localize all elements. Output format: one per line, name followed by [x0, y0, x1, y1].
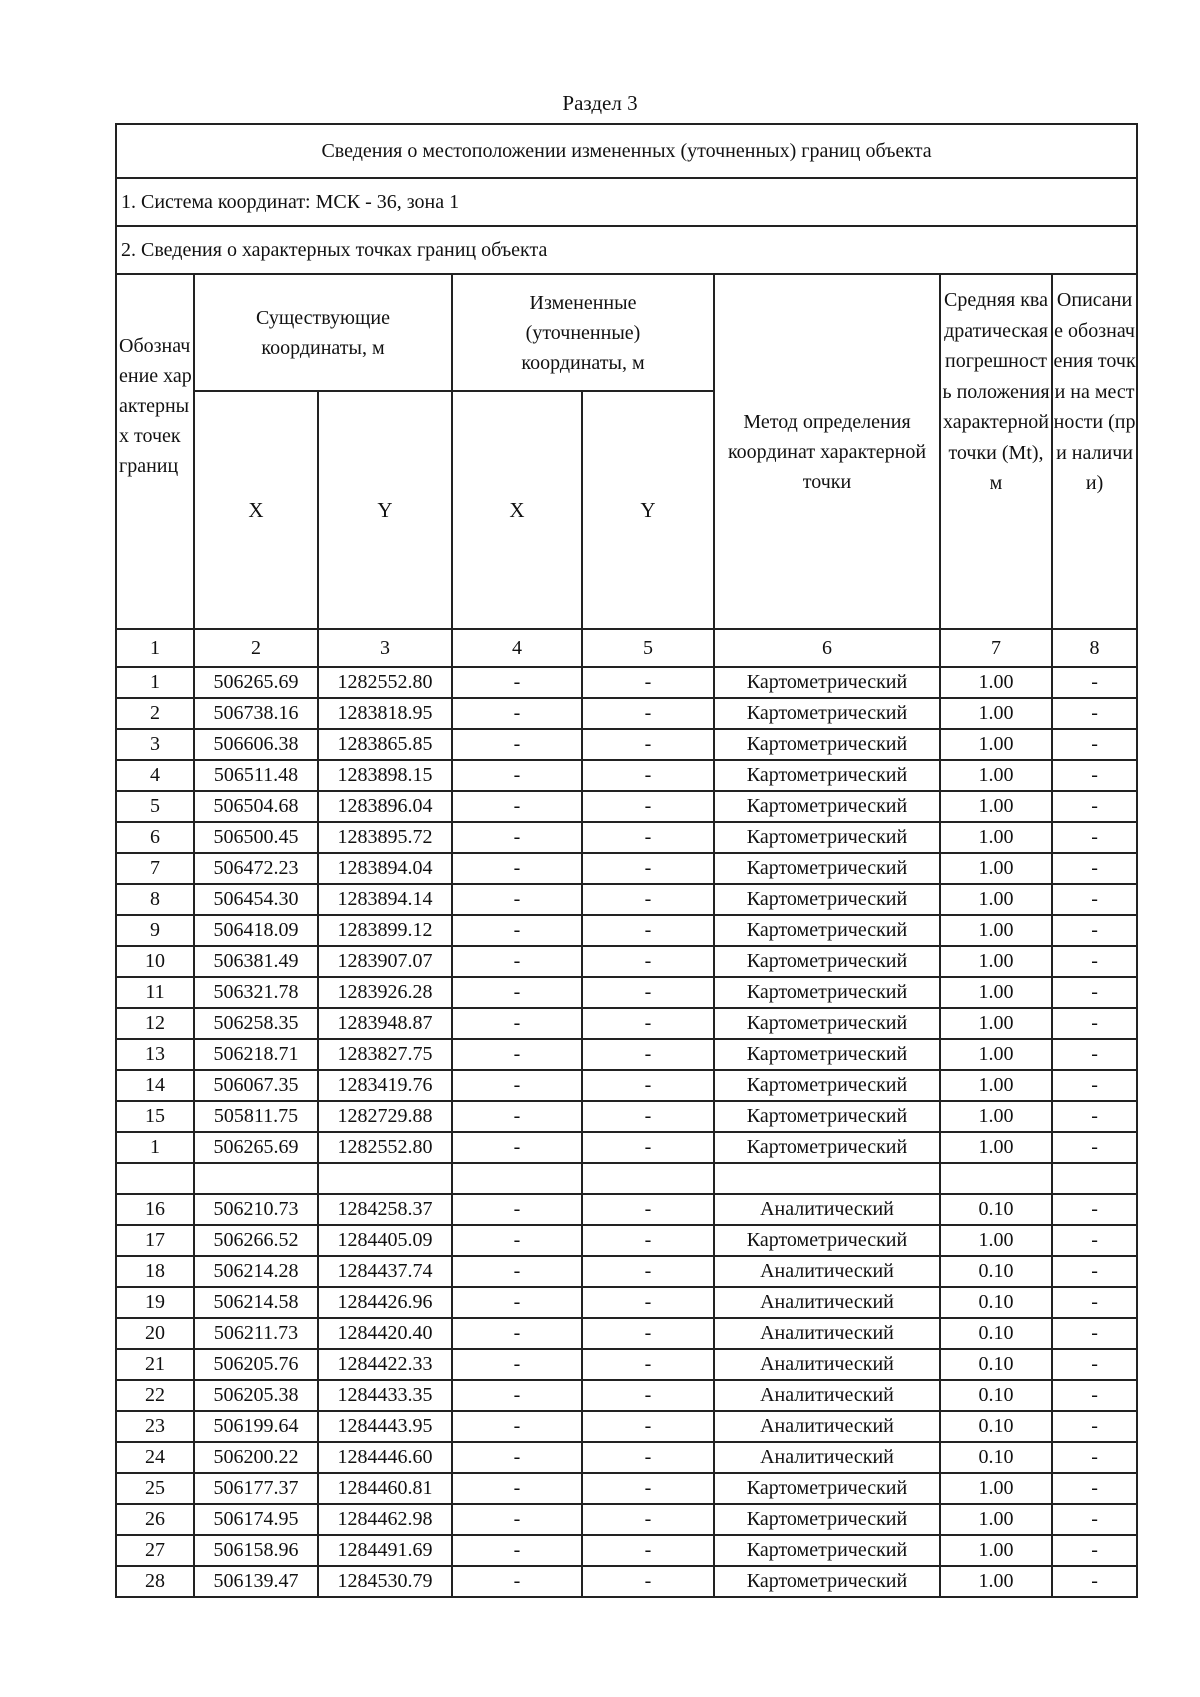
cell-description: -	[1052, 853, 1137, 884]
cell-y-existing: 1283896.04	[318, 791, 452, 822]
cell-empty	[116, 1163, 194, 1194]
cell-y-existing: 1283898.15	[318, 760, 452, 791]
cell-point-id: 2	[116, 698, 194, 729]
header-changed-coords: Измененные (уточненные) координаты, м	[452, 274, 714, 391]
cell-empty	[452, 1163, 582, 1194]
cell-y-changed: -	[582, 1349, 714, 1380]
cell-x-changed: -	[452, 1101, 582, 1132]
cell-empty	[194, 1163, 318, 1194]
cell-description: -	[1052, 1380, 1137, 1411]
cell-y-existing: 1284460.81	[318, 1473, 452, 1504]
cell-x-changed: -	[452, 1504, 582, 1535]
cell-x-changed: -	[452, 760, 582, 791]
cell-y-existing: 1282552.80	[318, 667, 452, 698]
cell-method: Картометрический	[714, 853, 940, 884]
table-row	[116, 977, 1137, 1008]
cell-method: Аналитический	[714, 1256, 940, 1287]
cell-x-existing: 506211.73	[194, 1318, 318, 1349]
cell-method: Картометрический	[714, 1504, 940, 1535]
cell-x-changed: -	[452, 1473, 582, 1504]
cell-x-changed: -	[452, 1039, 582, 1070]
cell-mt: 1.00	[940, 1039, 1052, 1070]
cell-point-id: 20	[116, 1318, 194, 1349]
cell-description: -	[1052, 822, 1137, 853]
cell-description: -	[1052, 1070, 1137, 1101]
cell-x-existing: 506177.37	[194, 1473, 318, 1504]
cell-mt: 0.10	[940, 1380, 1052, 1411]
cell-y-existing: 1284405.09	[318, 1225, 452, 1256]
table-row	[116, 1380, 1137, 1411]
cell-method: Картометрический	[714, 1473, 940, 1504]
cell-method: Аналитический	[714, 1380, 940, 1411]
cell-point-id: 23	[116, 1411, 194, 1442]
cell-method: Картометрический	[714, 698, 940, 729]
cell-description: -	[1052, 1504, 1137, 1535]
cell-x-existing: 506266.52	[194, 1225, 318, 1256]
cell-method: Картометрический	[714, 884, 940, 915]
cell-method: Аналитический	[714, 1442, 940, 1473]
cell-y-changed: -	[582, 1442, 714, 1473]
cell-description: -	[1052, 1318, 1137, 1349]
cell-y-existing: 1284491.69	[318, 1535, 452, 1566]
table-row	[116, 1318, 1137, 1349]
cell-method: Картометрический	[714, 791, 940, 822]
cell-mt: 1.00	[940, 791, 1052, 822]
cell-point-id: 14	[116, 1070, 194, 1101]
cell-x-existing: 506321.78	[194, 977, 318, 1008]
cell-x-existing: 506174.95	[194, 1504, 318, 1535]
cell-mt: 0.10	[940, 1256, 1052, 1287]
cell-x-changed: -	[452, 884, 582, 915]
cell-point-id: 18	[116, 1256, 194, 1287]
cell-x-changed: -	[452, 946, 582, 977]
cell-point-id: 3	[116, 729, 194, 760]
cell-x-existing: 506504.68	[194, 791, 318, 822]
column-number: 1	[116, 629, 194, 667]
cell-y-changed: -	[582, 1473, 714, 1504]
cell-method: Аналитический	[714, 1318, 940, 1349]
header-description: Описание обозначения точки на местности (при наличии)	[1052, 274, 1137, 629]
cell-x-changed: -	[452, 1132, 582, 1163]
cell-empty	[582, 1163, 714, 1194]
cell-method: Картометрический	[714, 1039, 940, 1070]
column-number-row	[116, 629, 1137, 667]
cell-x-changed: -	[452, 1442, 582, 1473]
table-row	[116, 884, 1137, 915]
cell-x-existing: 506158.96	[194, 1535, 318, 1566]
cell-x-changed: -	[452, 1318, 582, 1349]
cell-description: -	[1052, 1535, 1137, 1566]
table-row	[116, 1535, 1137, 1566]
table-row	[116, 1039, 1137, 1070]
cell-y-existing: 1283865.85	[318, 729, 452, 760]
cell-y-existing: 1284433.35	[318, 1380, 452, 1411]
cell-description: -	[1052, 698, 1137, 729]
table-row	[116, 698, 1137, 729]
cell-x-existing: 506738.16	[194, 698, 318, 729]
cell-description: -	[1052, 760, 1137, 791]
cell-point-id: 19	[116, 1287, 194, 1318]
cell-point-id: 26	[116, 1504, 194, 1535]
cell-x-existing: 506200.22	[194, 1442, 318, 1473]
table-row	[116, 1194, 1137, 1225]
cell-description: -	[1052, 977, 1137, 1008]
cell-point-id: 27	[116, 1535, 194, 1566]
header-x-existing: X	[194, 391, 318, 629]
cell-x-existing: 506606.38	[194, 729, 318, 760]
cell-mt: 1.00	[940, 1535, 1052, 1566]
cell-x-existing: 506205.76	[194, 1349, 318, 1380]
cell-x-changed: -	[452, 1194, 582, 1225]
cell-y-existing: 1284443.95	[318, 1411, 452, 1442]
cell-mt: 1.00	[940, 1566, 1052, 1597]
cell-y-existing: 1284446.60	[318, 1442, 452, 1473]
cell-description: -	[1052, 729, 1137, 760]
cell-point-id: 25	[116, 1473, 194, 1504]
cell-description: -	[1052, 915, 1137, 946]
table-row	[116, 946, 1137, 977]
cell-method: Картометрический	[714, 760, 940, 791]
cell-mt: 1.00	[940, 698, 1052, 729]
cell-method: Аналитический	[714, 1349, 940, 1380]
table-row	[116, 1411, 1137, 1442]
cell-mt: 0.10	[940, 1411, 1052, 1442]
cell-x-existing: 506139.47	[194, 1566, 318, 1597]
points-info: 2. Сведения о характерных точках границ объекта	[116, 226, 1137, 274]
cell-x-changed: -	[452, 1566, 582, 1597]
table-row	[116, 1442, 1137, 1473]
cell-x-existing: 506218.71	[194, 1039, 318, 1070]
cell-x-changed: -	[452, 915, 582, 946]
table-row	[116, 1132, 1137, 1163]
cell-y-existing: 1284437.74	[318, 1256, 452, 1287]
cell-y-changed: -	[582, 822, 714, 853]
cell-method: Аналитический	[714, 1411, 940, 1442]
cell-y-changed: -	[582, 946, 714, 977]
cell-mt: 0.10	[940, 1349, 1052, 1380]
cell-point-id: 8	[116, 884, 194, 915]
cell-x-existing: 506210.73	[194, 1194, 318, 1225]
cell-y-changed: -	[582, 1287, 714, 1318]
cell-point-id: 1	[116, 667, 194, 698]
cell-x-changed: -	[452, 1287, 582, 1318]
cell-y-existing: 1284530.79	[318, 1566, 452, 1597]
cell-x-changed: -	[452, 667, 582, 698]
cell-description: -	[1052, 1039, 1137, 1070]
cell-y-existing: 1282729.88	[318, 1101, 452, 1132]
cell-x-existing: 506265.69	[194, 1132, 318, 1163]
cell-method: Картометрический	[714, 915, 940, 946]
cell-y-existing: 1283894.14	[318, 884, 452, 915]
cell-point-id: 22	[116, 1380, 194, 1411]
cell-y-changed: -	[582, 760, 714, 791]
cell-x-existing: 506381.49	[194, 946, 318, 977]
cell-x-existing: 506258.35	[194, 1008, 318, 1039]
cell-y-existing: 1284462.98	[318, 1504, 452, 1535]
cell-y-changed: -	[582, 1101, 714, 1132]
cell-mt: 1.00	[940, 822, 1052, 853]
cell-x-existing: 506067.35	[194, 1070, 318, 1101]
cell-y-existing: 1284420.40	[318, 1318, 452, 1349]
cell-point-id: 16	[116, 1194, 194, 1225]
cell-point-id: 6	[116, 822, 194, 853]
cell-empty	[318, 1163, 452, 1194]
cell-y-changed: -	[582, 1535, 714, 1566]
cell-y-existing: 1282552.80	[318, 1132, 452, 1163]
table-row	[116, 1566, 1137, 1597]
cell-mt: 0.10	[940, 1287, 1052, 1318]
cell-description: -	[1052, 1008, 1137, 1039]
table-row	[116, 1256, 1137, 1287]
cell-description: -	[1052, 1287, 1137, 1318]
cell-y-existing: 1283895.72	[318, 822, 452, 853]
cell-point-id: 4	[116, 760, 194, 791]
section-title: Раздел 3	[562, 91, 638, 115]
cell-x-existing: 506500.45	[194, 822, 318, 853]
cell-x-existing: 506472.23	[194, 853, 318, 884]
cell-description: -	[1052, 1101, 1137, 1132]
cell-point-id: 24	[116, 1442, 194, 1473]
cell-x-existing: 506454.30	[194, 884, 318, 915]
cell-y-changed: -	[582, 977, 714, 1008]
cell-y-existing: 1283827.75	[318, 1039, 452, 1070]
cell-x-changed: -	[452, 977, 582, 1008]
table-row-blank	[116, 1163, 1137, 1194]
cell-y-changed: -	[582, 1132, 714, 1163]
cell-point-id: 21	[116, 1349, 194, 1380]
cell-mt: 1.00	[940, 853, 1052, 884]
cell-y-changed: -	[582, 729, 714, 760]
cell-mt: 0.10	[940, 1194, 1052, 1225]
table-row	[116, 1101, 1137, 1132]
cell-mt: 0.10	[940, 1442, 1052, 1473]
cell-empty	[1052, 1163, 1137, 1194]
column-number: 5	[582, 629, 714, 667]
cell-point-id: 17	[116, 1225, 194, 1256]
cell-y-changed: -	[582, 1256, 714, 1287]
table-row	[116, 760, 1137, 791]
cell-method: Картометрический	[714, 822, 940, 853]
cell-method: Картометрический	[714, 946, 940, 977]
table-row	[116, 915, 1137, 946]
table-row	[116, 1349, 1137, 1380]
cell-empty	[714, 1163, 940, 1194]
cell-point-id: 28	[116, 1566, 194, 1597]
cell-y-changed: -	[582, 1411, 714, 1442]
cell-mt: 1.00	[940, 946, 1052, 977]
header-method: Метод определения координат характерной точки	[714, 274, 940, 629]
cell-description: -	[1052, 1473, 1137, 1504]
cell-method: Картометрический	[714, 977, 940, 1008]
cell-x-changed: -	[452, 1256, 582, 1287]
cell-x-changed: -	[452, 1008, 582, 1039]
header-point-designation: Обозначение характерных точек границ	[116, 274, 194, 629]
boundary-points-table	[115, 123, 1138, 1598]
table-row	[116, 1473, 1137, 1504]
cell-x-existing: 506418.09	[194, 915, 318, 946]
cell-y-existing: 1283948.87	[318, 1008, 452, 1039]
cell-mt: 1.00	[940, 1225, 1052, 1256]
column-number: 6	[714, 629, 940, 667]
cell-y-changed: -	[582, 1008, 714, 1039]
cell-x-changed: -	[452, 698, 582, 729]
cell-x-changed: -	[452, 822, 582, 853]
cell-mt: 0.10	[940, 1318, 1052, 1349]
cell-y-existing: 1283818.95	[318, 698, 452, 729]
header-existing-coords: Существующие координаты, м	[194, 274, 452, 391]
table-title: Сведения о местоположении измененных (уточненных) границ объекта	[116, 124, 1137, 178]
cell-description: -	[1052, 946, 1137, 977]
cell-description: -	[1052, 1194, 1137, 1225]
cell-y-changed: -	[582, 1380, 714, 1411]
cell-x-existing: 506214.28	[194, 1256, 318, 1287]
column-number: 2	[194, 629, 318, 667]
cell-x-changed: -	[452, 1225, 582, 1256]
column-number: 4	[452, 629, 582, 667]
cell-point-id: 1	[116, 1132, 194, 1163]
cell-x-changed: -	[452, 1070, 582, 1101]
cell-y-existing: 1284258.37	[318, 1194, 452, 1225]
table-row	[116, 853, 1137, 884]
column-number: 3	[318, 629, 452, 667]
cell-y-changed: -	[582, 1566, 714, 1597]
cell-x-existing: 506205.38	[194, 1380, 318, 1411]
cell-method: Картометрический	[714, 1225, 940, 1256]
table-row	[116, 1008, 1137, 1039]
cell-x-changed: -	[452, 791, 582, 822]
cell-description: -	[1052, 1411, 1137, 1442]
cell-description: -	[1052, 791, 1137, 822]
cell-mt: 1.00	[940, 977, 1052, 1008]
cell-point-id: 5	[116, 791, 194, 822]
cell-point-id: 9	[116, 915, 194, 946]
cell-description: -	[1052, 1442, 1137, 1473]
cell-point-id: 15	[116, 1101, 194, 1132]
cell-x-changed: -	[452, 1535, 582, 1566]
cell-method: Аналитический	[714, 1194, 940, 1225]
cell-y-existing: 1284426.96	[318, 1287, 452, 1318]
cell-y-changed: -	[582, 1318, 714, 1349]
cell-description: -	[1052, 1256, 1137, 1287]
cell-mt: 1.00	[940, 729, 1052, 760]
cell-y-changed: -	[582, 915, 714, 946]
coord-system: 1. Система координат: МСК - 36, зона 1	[116, 178, 1137, 226]
table-row	[116, 1287, 1137, 1318]
cell-y-existing: 1283926.28	[318, 977, 452, 1008]
cell-empty	[940, 1163, 1052, 1194]
cell-point-id: 7	[116, 853, 194, 884]
cell-mt: 1.00	[940, 667, 1052, 698]
cell-y-changed: -	[582, 791, 714, 822]
cell-method: Картометрический	[714, 667, 940, 698]
cell-x-existing: 506511.48	[194, 760, 318, 791]
cell-y-changed: -	[582, 1039, 714, 1070]
header-y-existing: Y	[318, 391, 452, 629]
cell-x-changed: -	[452, 1380, 582, 1411]
cell-y-changed: -	[582, 698, 714, 729]
column-number: 8	[1052, 629, 1137, 667]
cell-description: -	[1052, 1225, 1137, 1256]
cell-mt: 1.00	[940, 1473, 1052, 1504]
cell-y-changed: -	[582, 853, 714, 884]
cell-y-existing: 1283419.76	[318, 1070, 452, 1101]
table-row	[116, 667, 1137, 698]
cell-method: Картометрический	[714, 729, 940, 760]
cell-method: Картометрический	[714, 1008, 940, 1039]
cell-point-id: 10	[116, 946, 194, 977]
cell-y-existing: 1283894.04	[318, 853, 452, 884]
header-y-changed: Y	[582, 391, 714, 629]
cell-point-id: 12	[116, 1008, 194, 1039]
cell-method: Картометрический	[714, 1070, 940, 1101]
cell-x-changed: -	[452, 1349, 582, 1380]
cell-y-changed: -	[582, 667, 714, 698]
cell-x-existing: 506265.69	[194, 667, 318, 698]
cell-y-changed: -	[582, 1194, 714, 1225]
cell-x-changed: -	[452, 729, 582, 760]
header-x-changed: X	[452, 391, 582, 629]
cell-description: -	[1052, 884, 1137, 915]
cell-y-existing: 1283899.12	[318, 915, 452, 946]
cell-description: -	[1052, 1566, 1137, 1597]
cell-description: -	[1052, 667, 1137, 698]
cell-description: -	[1052, 1132, 1137, 1163]
cell-description: -	[1052, 1349, 1137, 1380]
cell-method: Картометрический	[714, 1535, 940, 1566]
table-row	[116, 1225, 1137, 1256]
cell-mt: 1.00	[940, 884, 1052, 915]
cell-x-changed: -	[452, 1411, 582, 1442]
table-row	[116, 1070, 1137, 1101]
cell-y-existing: 1284422.33	[318, 1349, 452, 1380]
cell-mt: 1.00	[940, 1070, 1052, 1101]
table-row	[116, 791, 1137, 822]
cell-y-changed: -	[582, 1225, 714, 1256]
cell-mt: 1.00	[940, 1101, 1052, 1132]
cell-point-id: 13	[116, 1039, 194, 1070]
cell-mt: 1.00	[940, 1132, 1052, 1163]
cell-y-changed: -	[582, 1504, 714, 1535]
cell-y-changed: -	[582, 884, 714, 915]
cell-y-changed: -	[582, 1070, 714, 1101]
cell-mt: 1.00	[940, 1504, 1052, 1535]
cell-mt: 1.00	[940, 1008, 1052, 1039]
header-mt: Средняя квадратическая погрешность положения характерной точки (Mt), м	[940, 274, 1052, 629]
cell-mt: 1.00	[940, 760, 1052, 791]
table-row	[116, 729, 1137, 760]
column-number: 7	[940, 629, 1052, 667]
cell-method: Картометрический	[714, 1132, 940, 1163]
cell-method: Картометрический	[714, 1566, 940, 1597]
cell-x-changed: -	[452, 853, 582, 884]
cell-x-existing: 505811.75	[194, 1101, 318, 1132]
cell-method: Аналитический	[714, 1287, 940, 1318]
cell-point-id: 11	[116, 977, 194, 1008]
cell-y-existing: 1283907.07	[318, 946, 452, 977]
cell-method: Картометрический	[714, 1101, 940, 1132]
cell-x-existing: 506214.58	[194, 1287, 318, 1318]
table-row	[116, 1504, 1137, 1535]
table-row	[116, 822, 1137, 853]
cell-mt: 1.00	[940, 915, 1052, 946]
cell-x-existing: 506199.64	[194, 1411, 318, 1442]
